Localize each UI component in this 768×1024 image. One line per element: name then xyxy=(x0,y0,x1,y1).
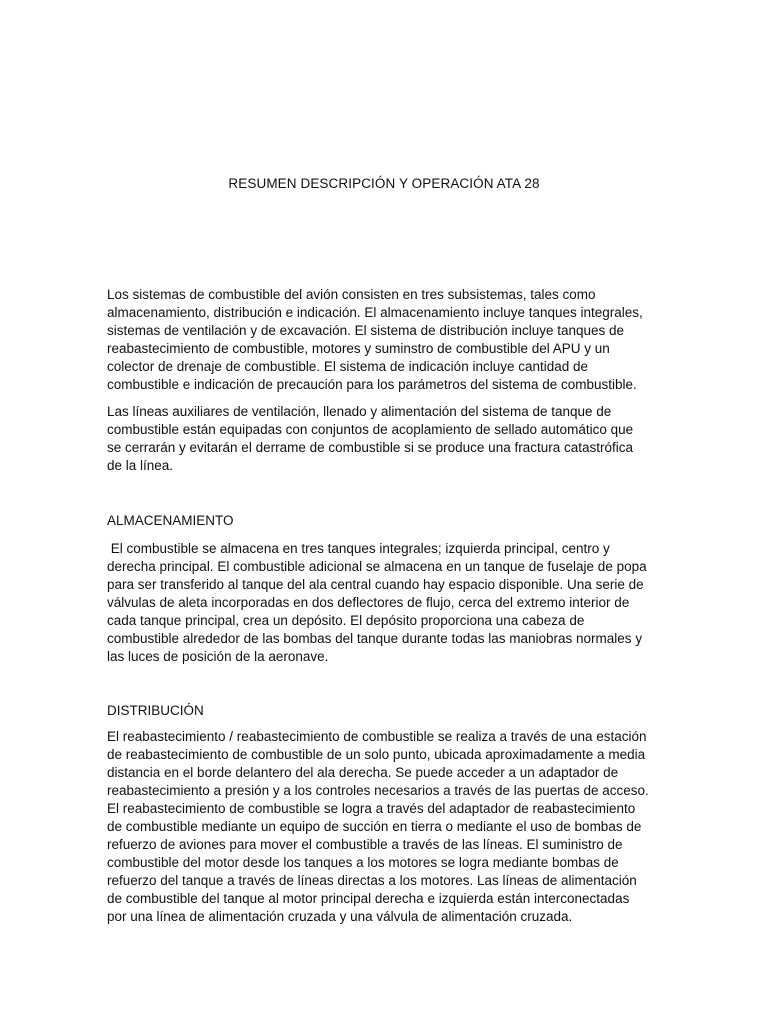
paragraph-line: refuerzo de aviones para mover el combustible a través de las líneas. El suministro de xyxy=(107,837,623,852)
paragraph-line: combustible del motor desde los tanques a los motores se logra mediante bombas de xyxy=(107,855,619,870)
paragraph-line: combustible están equipadas con conjuntos de acoplamiento de sellado automático que xyxy=(107,422,634,437)
paragraph-line: para ser transferido al tanque del ala central cuando hay espacio disponible. Una serie de xyxy=(107,577,644,592)
paragraph-line: válvulas de aleta incorporadas en dos deflectores de flujo, cerca del extremo interior de xyxy=(107,595,630,610)
paragraph-line: de reabastecimiento de combustible de un solo punto, ubicada aproximadamente a media xyxy=(107,747,646,762)
paragraph-line: de combustible del tanque al motor principal derecha e izquierda están interconectadas xyxy=(107,891,630,906)
intro-paragraph-2 xyxy=(107,403,665,475)
paragraph-line: se cerrarán y evitarán el derrame de combustible si se produce una fractura catastrófica xyxy=(107,440,634,455)
storage-paragraph xyxy=(107,540,665,666)
paragraph-line: cada tanque principal, crea un depósito. El depósito proporciona una cabeza de xyxy=(107,613,585,628)
paragraph-line: combustible alrededor de las bombas del tanque durante todas las maniobras normales y xyxy=(107,631,643,646)
paragraph-line: combustible e indicación de precaución para los parámetros del sistema de combustible. xyxy=(107,377,637,392)
paragraph-line: distancia en el borde delantero del ala derecha. Se puede acceder a un adaptador de xyxy=(107,765,619,780)
paragraph-line: por una línea de alimentación cruzada y una válvula de alimentación cruzada. xyxy=(107,909,573,924)
paragraph-line: sistemas de ventilación y de excavación. El sistema de distribución incluye tanques de xyxy=(107,323,625,338)
paragraph-line: refuerzo del tanque a través de líneas directas a los motores. Las líneas de alimentación xyxy=(107,873,637,888)
paragraph-line: de la línea. xyxy=(107,458,174,473)
paragraph-line: Las líneas auxiliares de ventilación, llenado y alimentación del sistema de tanque de xyxy=(107,404,612,419)
section-heading-storage: ALMACENAMIENTO xyxy=(107,513,234,528)
paragraph-line: las luces de posición de la aeronave. xyxy=(107,649,329,664)
paragraph-line: Los sistemas de combustible del avión consisten en tres subsistemas, tales como xyxy=(107,287,596,302)
document-title: RESUMEN DESCRIPCIÓN Y OPERACIÓN ATA 28 xyxy=(228,176,540,191)
paragraph-line: almacenamiento, distribución e indicación. El almacenamiento incluye tanques integrales, xyxy=(107,305,643,320)
section-heading-distribution: DISTRIBUCIÓN xyxy=(107,703,204,718)
paragraph-line: derecha principal. El combustible adicional se almacena en un tanque de fuselaje de popa xyxy=(107,559,647,574)
paragraph-line: de combustible mediante un equipo de succión en tierra o mediante el uso de bombas de xyxy=(107,819,642,834)
paragraph-line: colector de drenaje de combustible. El sistema de indicación incluye cantidad de xyxy=(107,359,589,374)
paragraph-line: reabastecimiento de combustible, motores y suminstro de combustible del APU y un xyxy=(107,341,610,356)
paragraph-line: El combustible se almacena en tres tanques integrales; izquierda principal, centro y xyxy=(107,541,610,556)
distribution-paragraph xyxy=(107,728,665,926)
paragraph-line: El reabastecimiento de combustible se logra a través del adaptador de reabastecimiento xyxy=(107,801,636,816)
paragraph-line: El reabastecimiento / reabastecimiento de combustible se realiza a través de una estación xyxy=(107,729,647,744)
intro-paragraph-1 xyxy=(107,286,665,394)
paragraph-line: reabastecimiento a presión y a los controles necesarios a través de las puertas de acceso. xyxy=(107,783,649,798)
